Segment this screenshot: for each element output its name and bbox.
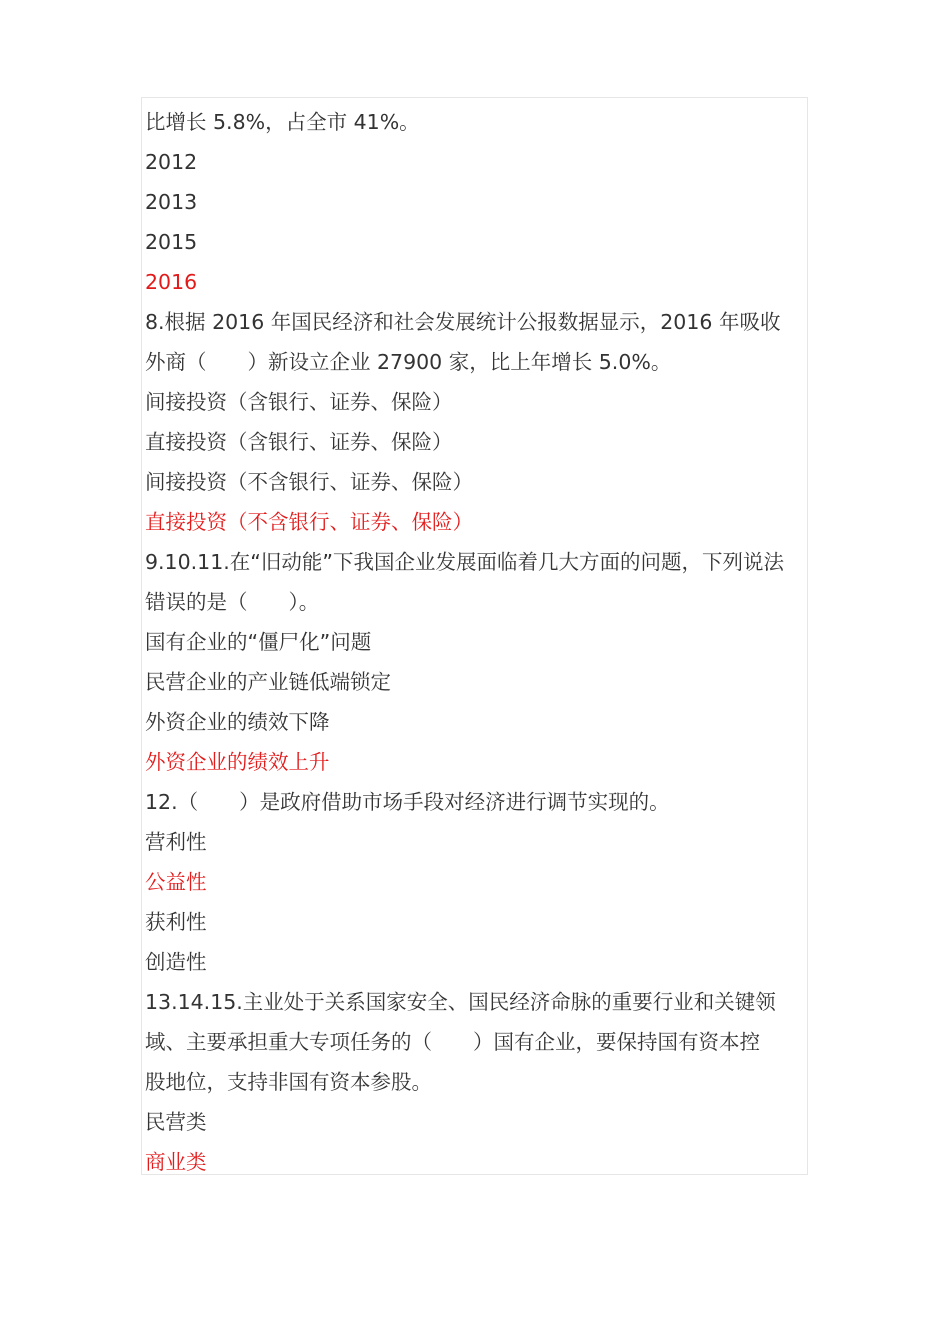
text-line: 8.根据 2016 年国民经济和社会发展统计公报数据显示，2016 年吸收: [145, 310, 781, 334]
text-line: 间接投资（不含银行、证券、保险）: [145, 470, 473, 494]
text-line: 营利性: [145, 830, 207, 854]
text-line: 错误的是（ ）。: [145, 590, 320, 614]
text-line: 间接投资（含银行、证券、保险）: [145, 390, 453, 414]
text-line: 2013: [145, 190, 198, 214]
answer-line: 直接投资（不含银行、证券、保险）: [145, 510, 473, 534]
text-line: 民营企业的产业链低端锁定: [145, 670, 391, 694]
answer-line: 公益性: [145, 870, 207, 894]
text-line: 获利性: [145, 910, 207, 934]
text-line: 直接投资（含银行、证券、保险）: [145, 430, 453, 454]
answer-line: 2016: [145, 270, 198, 294]
text-line: 9.10.11.在“旧动能”下我国企业发展面临着几大方面的问题，下列说法: [145, 550, 785, 574]
answer-line: 外资企业的绩效上升: [145, 750, 330, 774]
text-line: 13.14.15.主业处于关系国家安全、国民经济命脉的重要行业和关键领: [145, 990, 776, 1014]
document-content: [145, 102, 813, 1182]
text-line: 创造性: [145, 950, 207, 974]
text-line: 域、主要承担重大专项任务的（ ）国有企业，要保持国有资本控: [145, 1030, 760, 1054]
text-line: 外商（ ）新设立企业 27900 家，比上年增长 5.0%。: [145, 350, 672, 374]
text-line: 12.（ ）是政府借助市场手段对经济进行调节实现的。: [145, 790, 670, 814]
text-line: 比增长 5.8%，占全市 41%。: [145, 110, 420, 134]
text-line: 2015: [145, 230, 198, 254]
text-line: 股地位，支持非国有资本参股。: [145, 1070, 432, 1094]
answer-line: 商业类: [145, 1150, 207, 1174]
text-line: 2012: [145, 150, 198, 174]
text-line: 国有企业的“僵尸化”问题: [145, 630, 372, 654]
text-line: 外资企业的绩效下降: [145, 710, 330, 734]
text-line: 民营类: [145, 1110, 207, 1134]
